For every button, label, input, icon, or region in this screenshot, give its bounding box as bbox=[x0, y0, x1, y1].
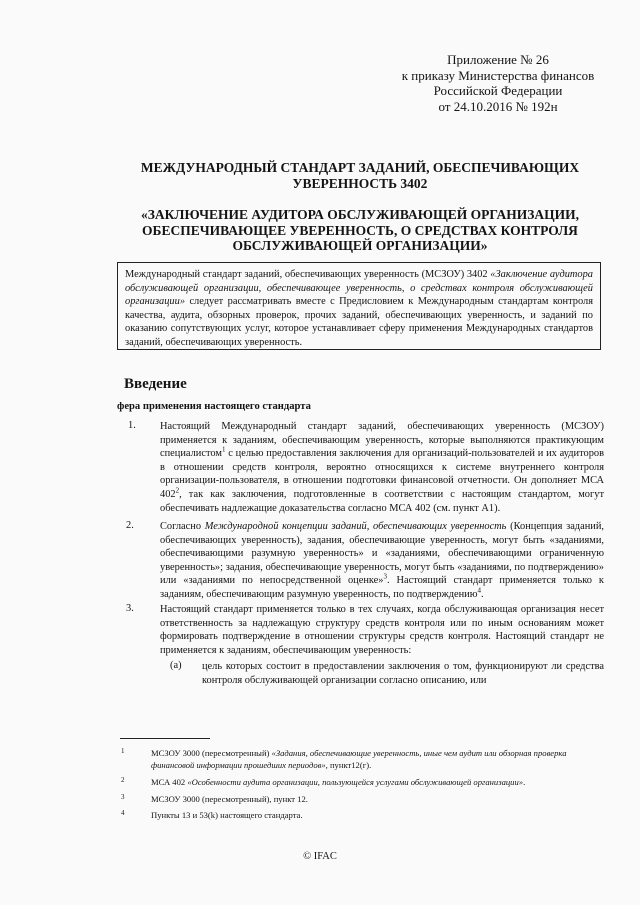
document-subtitle bbox=[140, 207, 580, 254]
appendix-line-1: Приложение № 26 bbox=[447, 52, 549, 67]
p2-text-d: . bbox=[481, 588, 484, 600]
footnote-number-4: 4 bbox=[121, 809, 125, 817]
footnote-number-3: 3 bbox=[121, 793, 125, 801]
footnote-number-1: 1 bbox=[121, 747, 125, 755]
preface-note-box bbox=[117, 262, 601, 350]
p2-text-b: (Концепция заданий, обеспечивающих уверенность), задания, обеспечивающие уверенность, могут быть «заданиями, обеспечивающими разумную уверенность» и «заданиями, обеспечивающими ограниченную уверенность»; задания, обеспечивающие уверенность, могут быть «заданиями, по подтверждению» или «заданиями по непосредственной оценке» bbox=[160, 521, 604, 587]
footnote-1 bbox=[151, 748, 606, 771]
paragraph-2 bbox=[160, 520, 604, 602]
document-title bbox=[140, 160, 580, 191]
subsection-heading-scope: фера применения настоящего стандарта bbox=[117, 401, 311, 412]
footnote-1-plain: МСЗОУ 3000 (пересмотренный) bbox=[151, 748, 272, 758]
box-text-italic: «Заключение аудитора обслуживающей организации, обеспечивающее уверенность, о средствах контроля обслуживающей организации» bbox=[125, 269, 594, 308]
p2-text-c: . Настоящий стандарт применяется только к заданиям, обеспечивающим разумную уверенность, по подтверждению bbox=[160, 575, 604, 600]
footnote-ref-3: 3 bbox=[383, 572, 387, 581]
title-line-2: УВЕРЕННОСТЬ 3402 bbox=[292, 175, 428, 191]
footnote-2 bbox=[151, 777, 606, 789]
paragraph-3: Настоящий стандарт применяется только в тех случаях, когда обслуживающая организация несет ответственность за надлежащую структуру средств контроля или по иным основаниям может формировать подтверждение в отношении структуры средств контроля. Настоящий стандарт не применяется к заданиям, обеспечивающим уверенность: bbox=[160, 604, 604, 656]
paragraph-number-2: 2. bbox=[126, 520, 134, 531]
title-line-1: МЕЖДУНАРОДНЫЙ СТАНДАРТ ЗАДАНИЙ, ОБЕСПЕЧИВАЮЩИХ bbox=[140, 160, 580, 175]
subtitle-line-2: ОБЕСПЕЧИВАЮЩЕЕ УВЕРЕННОСТЬ, О СРЕДСТВАХ КОНТРОЛЯ bbox=[142, 222, 578, 238]
p2-text-italic: Международной концепции заданий, обеспечивающих уверенность bbox=[204, 521, 507, 532]
footnote-ref-2: 2 bbox=[175, 486, 180, 495]
section-heading-introduction: Введение bbox=[124, 376, 187, 392]
footnote-ref-4: 4 bbox=[477, 586, 482, 595]
box-text-1: Международный стандарт заданий, обеспечивающих уверенность (МСЗОУ) 3402 bbox=[125, 269, 491, 280]
subparagraph-a: цель которых состоит в предоставлении заключения о том, функционируют ли средства контроля обслуживающей организации согласно описанию, или bbox=[202, 661, 604, 686]
subtitle-line-3: ОБСЛУЖИВАЮЩЕЙ ОРГАНИЗАЦИИ» bbox=[232, 238, 488, 253]
p1-text-c: , так как заключения, подготовленные в соответствии с настоящим стандартом, могут обеспечивать надлежащие доказательства согласно МСА 402 (см. пункт А1). bbox=[160, 488, 604, 514]
p1-text-a: Настоящий Международный стандарт заданий, обеспечивающих уверенность (МСЗОУ) применяется к заданиям, обеспечивающим уверенность, которые выполняются практикующим специалистом bbox=[160, 421, 604, 460]
subtitle-line-1: «ЗАКЛЮЧЕНИЕ АУДИТОРА ОБСЛУЖИВАЮЩЕЙ ОРГАНИЗАЦИИ, bbox=[140, 207, 580, 222]
footnote-1-tail: , пункт12(г). bbox=[325, 759, 372, 770]
footnote-4: Пункты 13 и 53(k) настоящего стандарта. bbox=[151, 810, 303, 820]
paragraph-1 bbox=[160, 420, 604, 515]
subparagraph-label-a: (a) bbox=[170, 660, 182, 671]
box-text-2: следует рассматривать вместе с Предисловием к Международным стандартам контроля качества, аудита, обзорных проверок, прочих заданий, обеспечивающих уверенность, и заданий по оказанию сопутствующих услуг, которое устанавливает сферу применения Международных стандартов заданий, обеспечивающих уверенность. bbox=[125, 296, 593, 348]
appendix-line-2: к приказу Министерства финансов bbox=[401, 67, 595, 83]
footnote-3: МСЗОУ 3000 (пересмотренный), пункт 12. bbox=[151, 794, 308, 804]
appendix-line-4: от 24.10.2016 № 192н bbox=[438, 98, 558, 114]
footnote-1-italic: «Задания, обеспечивающие уверенность, иные чем аудит или обзорная проверка финансовой информации прошедших периодов» bbox=[151, 748, 567, 770]
footnote-divider bbox=[120, 738, 210, 739]
appendix-line-3: Российской Федерации bbox=[433, 83, 563, 98]
footnote-2-plain: МСА 402 bbox=[151, 777, 188, 787]
footnote-ref-1: 1 bbox=[221, 445, 226, 454]
p2-text-a: Согласно bbox=[160, 521, 205, 532]
paragraph-number-1: 1. bbox=[128, 420, 136, 431]
footnote-2-tail: . bbox=[523, 777, 526, 787]
appendix-header bbox=[398, 52, 598, 114]
paragraph-number-3: 3. bbox=[126, 603, 134, 614]
copyright-footer: © IFAC bbox=[303, 851, 337, 862]
p1-text-b: с целью предоставления заключения для организаций-пользователей и их аудиторов в отношении средств контроля, вероятно относящихся к системе внутреннего контроля организации-пользователя, в отношении подготовки финансовой отчетности. Он дополняет МСА 402 bbox=[160, 448, 604, 500]
footnote-2-italic: «Особенности аудита организации, пользующейся услугами обслуживающей организации» bbox=[187, 777, 524, 787]
footnote-number-2: 2 bbox=[121, 776, 125, 784]
